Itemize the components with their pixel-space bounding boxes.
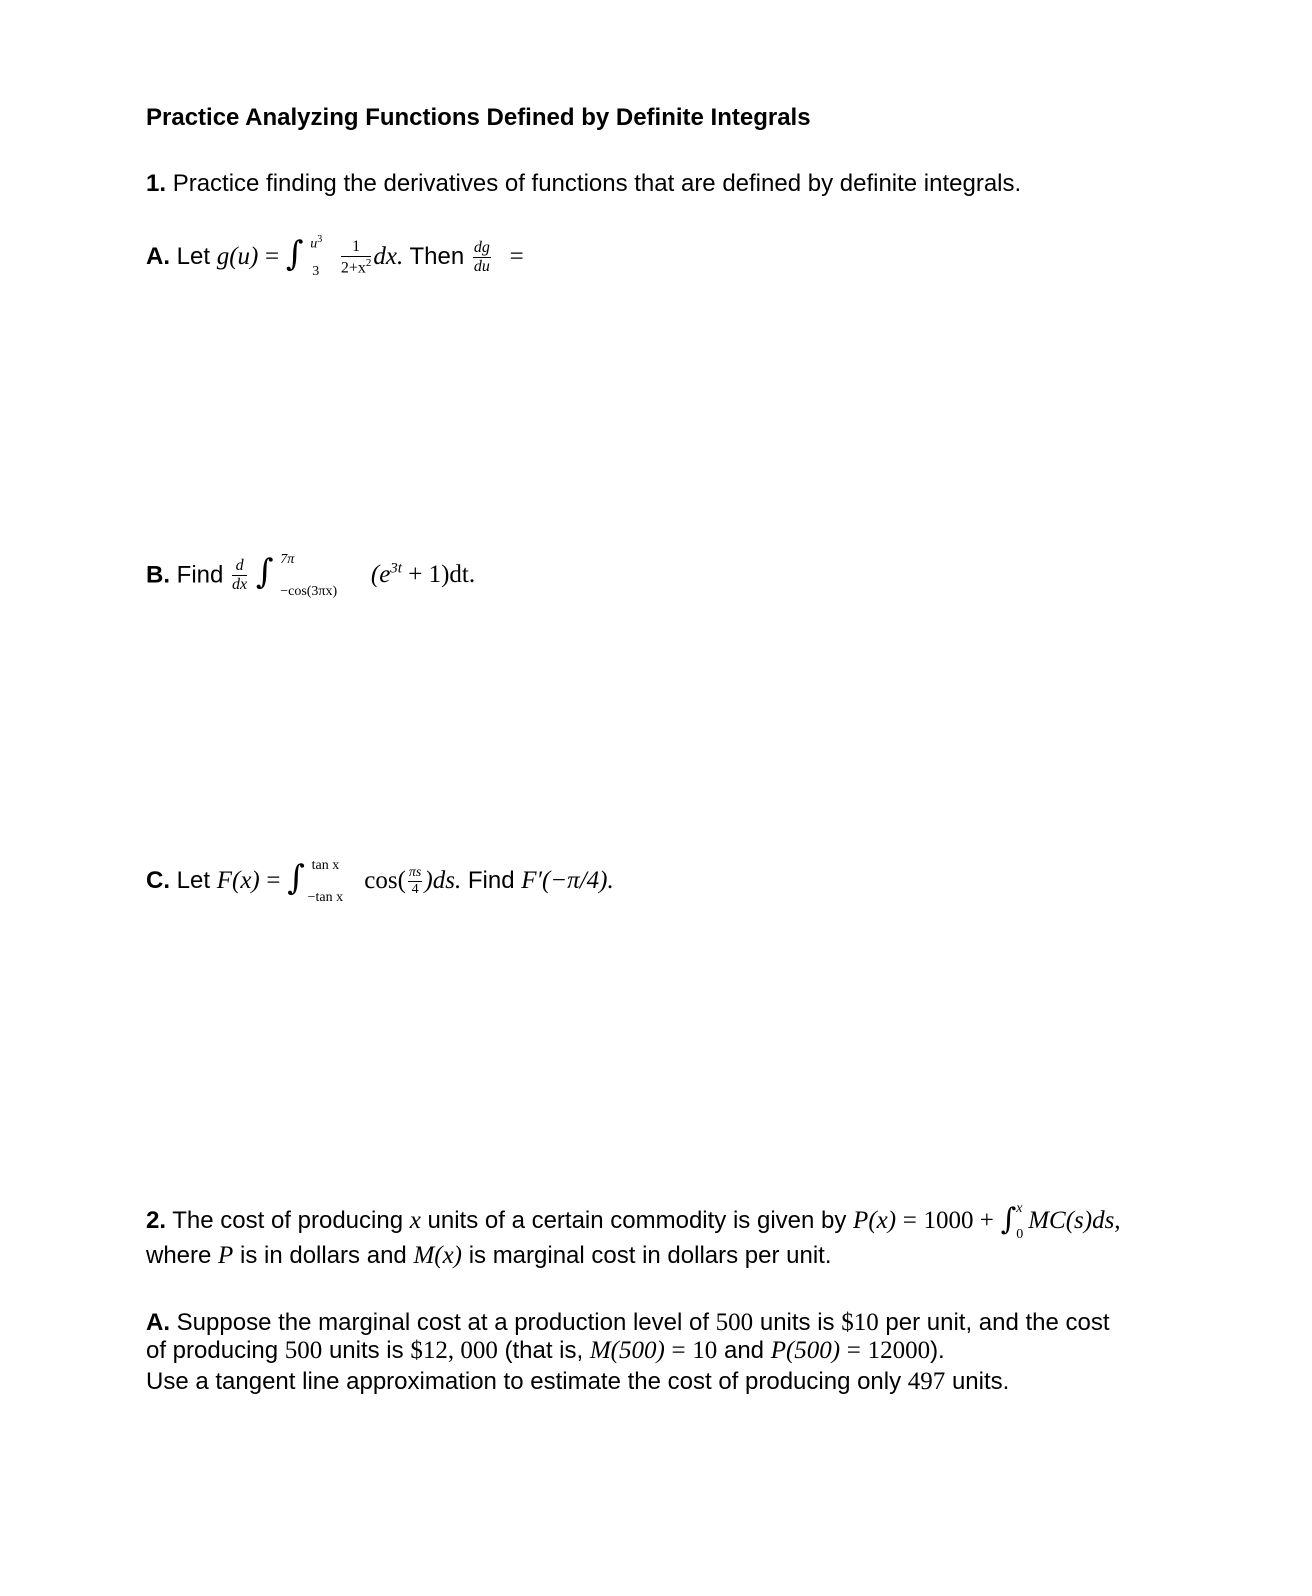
part-2a-text-3: per unit, and the cost (885, 1309, 1110, 1336)
part-1c-label: C. (146, 867, 170, 894)
part-1a-derivative-fraction (473, 240, 491, 275)
fraction-denominator: dx (232, 576, 248, 594)
part-1b-lower-limit: −cos(3πx) (280, 583, 338, 599)
part-2a-value-10: 10 (692, 1337, 718, 1364)
question-2-number: 2. (146, 1207, 167, 1234)
part-2a-500b: 500 (284, 1337, 323, 1364)
part-1b-derivative-fraction (232, 558, 247, 593)
part-1c-ds: )ds. (424, 867, 462, 894)
part-2a-500: 500 (715, 1309, 754, 1336)
question-2-where: where (146, 1242, 212, 1269)
fraction-denominator: du (473, 258, 490, 276)
question-2-text-1: The cost of producing (172, 1207, 404, 1234)
part-2a-equals-1: = (671, 1337, 686, 1364)
page-title: Practice Analyzing Functions Defined by Definite Integrals (146, 104, 811, 131)
integral-sign: ∫ (287, 857, 305, 898)
question-2-integrand: MC(s)ds, (1028, 1207, 1121, 1234)
fraction-denominator: $2+x^2$ (340, 256, 372, 277)
part-2a-text-4: of producing (146, 1337, 279, 1364)
part-1a-integral (286, 233, 304, 283)
integral-sign: ∫ (1000, 1201, 1017, 1237)
question-2-text-3: is in dollars and (240, 1242, 407, 1269)
part-1b-integrand: $(e^{3t} + 1)dt$. (370, 561, 476, 589)
part-1c-limits (307, 857, 358, 905)
part-1a-lower-limit: 3 (312, 263, 320, 279)
part-2a-12000-dollars: $12, 000 (410, 1337, 498, 1364)
part-1b-find: Find (176, 561, 224, 589)
part-1c-equals: = (266, 867, 281, 894)
part-2a-10-dollars: $10 (841, 1309, 879, 1336)
integral-sign: ∫ (255, 551, 274, 592)
fraction-numerator: dg (473, 239, 490, 257)
part-2a-equals-2: = (846, 1337, 861, 1364)
part-2a-text-7: Use a tangent line approximation to estimate the cost of producing only (146, 1368, 902, 1395)
question-1-prompt (146, 170, 1021, 198)
part-1a-limits (310, 235, 332, 281)
part-2a-m500: M(500) (589, 1337, 665, 1364)
part-2a-line-2 (146, 1337, 945, 1365)
part-1a (146, 232, 524, 283)
part-1b (146, 544, 475, 601)
part-2a-text-2: units is (759, 1309, 835, 1336)
question-2-var-x: x (409, 1207, 421, 1234)
part-2a-text-6: (that is, (504, 1337, 584, 1364)
question-2-limits (1016, 1202, 1028, 1242)
question-2-integral (1001, 1199, 1017, 1245)
question-2-line-1 (146, 1198, 1121, 1245)
question-2-constant: 1000 + (923, 1207, 994, 1234)
part-2a-text-5: units is (328, 1337, 404, 1364)
part-1c-cos: cos( (364, 867, 406, 894)
part-1c-integral (287, 857, 305, 907)
question-2-text-2: units of a certain commodity is given by (427, 1207, 847, 1234)
part-1a-equals: = (265, 243, 280, 270)
part-1b-label: B. (146, 561, 170, 589)
part-2a-line-3 (146, 1368, 1009, 1396)
question-2-line-2 (146, 1242, 832, 1270)
part-2a-line-1 (146, 1309, 1110, 1337)
part-1a-then: Then (409, 243, 465, 270)
part-1c-find: Find (467, 867, 515, 894)
part-1a-upper-limit: $u^3$ (310, 233, 323, 252)
part-2a-close: ). (930, 1337, 945, 1364)
question-2-upper-limit: x (1016, 1200, 1023, 1216)
part-2a-497: 497 (907, 1368, 946, 1395)
question-2-lower-limit: 0 (1016, 1226, 1024, 1242)
question-2-var-p: P (218, 1242, 234, 1269)
part-2a-and: and (723, 1337, 765, 1364)
part-1c-target: F′(−π/4). (521, 867, 614, 894)
question-1-number: 1. (146, 170, 167, 197)
part-1c (146, 856, 614, 907)
part-1c-cos-fraction (408, 866, 422, 897)
part-1c-upper-limit: tan x (311, 857, 340, 873)
part-2a-text-8: units. (951, 1368, 1010, 1395)
part-2a-value-12000: 12000 (867, 1337, 931, 1364)
part-2a-p500: P(500) (770, 1337, 841, 1364)
part-1a-differential: dx. (373, 243, 404, 270)
part-1b-limits (280, 553, 364, 599)
part-2a-label: A. (146, 1309, 170, 1336)
question-2-lhs: P(x) (853, 1207, 897, 1234)
fraction-numerator: πs (408, 865, 422, 881)
part-1a-integrand-fraction (341, 239, 372, 276)
part-1b-upper-limit: 7π (280, 551, 295, 567)
part-1b-integral (256, 551, 274, 601)
part-1a-label: A. (146, 243, 170, 270)
fraction-denominator: 4 (411, 882, 419, 898)
part-1c-let: Let (176, 867, 211, 894)
part-1c-lower-limit: −tan x (307, 889, 344, 905)
part-1a-let: Let (176, 243, 211, 270)
question-2-mx: M(x) (413, 1242, 463, 1269)
part-1a-lhs: g(u) (216, 243, 259, 270)
part-1a-equals-2: = (509, 243, 524, 270)
part-1c-lhs: F(x) (216, 867, 260, 894)
fraction-numerator: d (232, 558, 247, 576)
part-2a-text-1: Suppose the marginal cost at a production level of (176, 1309, 709, 1336)
question-2-text-4: is marginal cost in dollars per unit. (468, 1242, 832, 1269)
fraction-numerator: 1 (341, 239, 372, 257)
integral-sign: ∫ (285, 233, 304, 274)
question-2-equals: = (902, 1207, 917, 1234)
question-1-text: Practice finding the derivatives of functions that are defined by definite integrals. (172, 170, 1022, 197)
